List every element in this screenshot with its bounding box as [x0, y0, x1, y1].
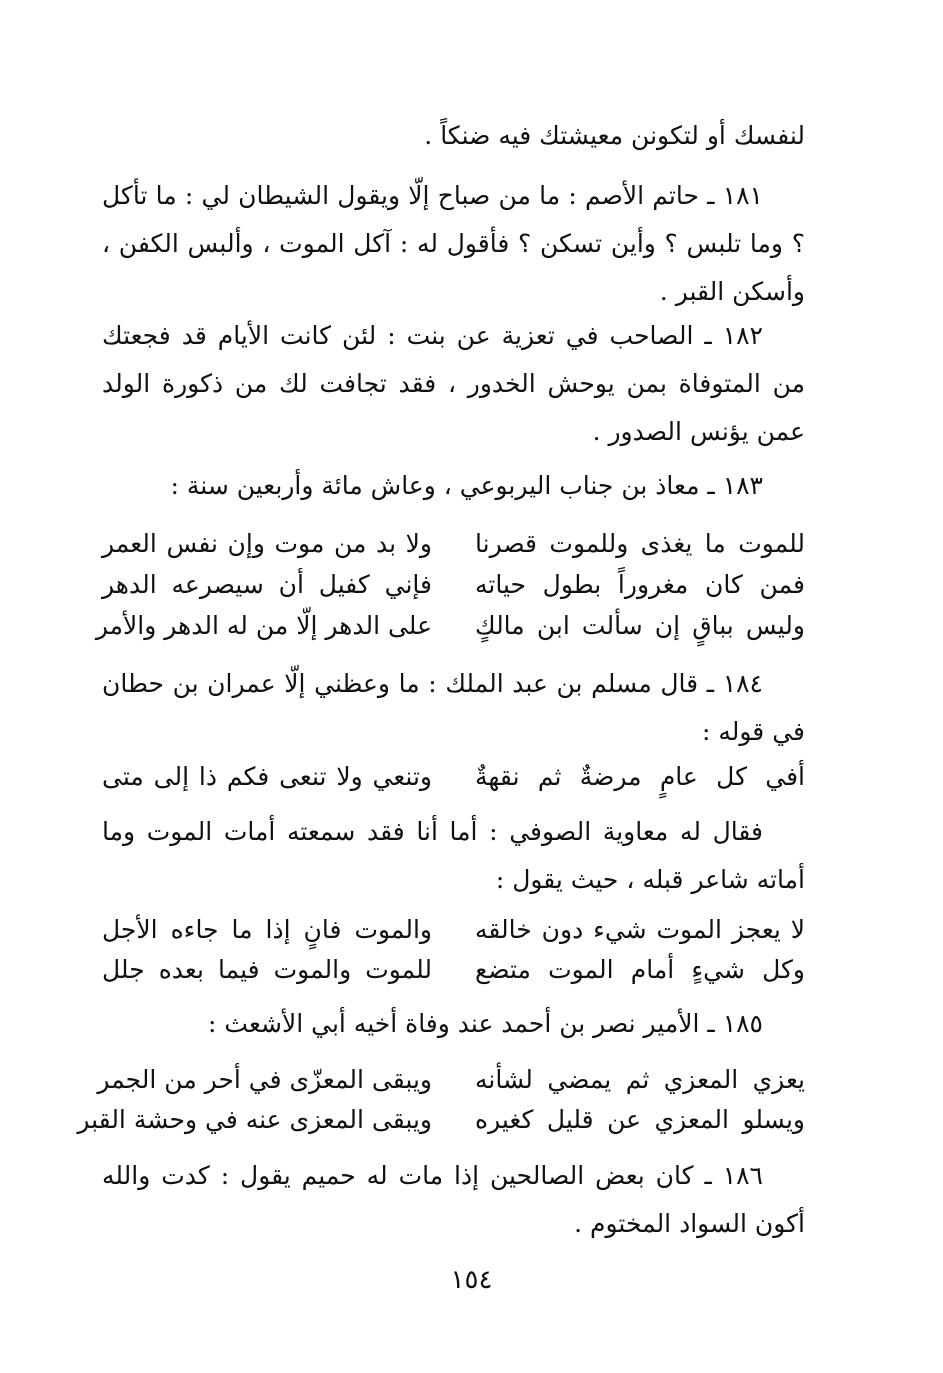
verse-183-2: [102, 563, 805, 607]
verse-184: [102, 755, 805, 799]
paragraph-181: ١٨١ ـ حاتم الأصم : ما من صباح إلّا ويقول الشيطان لي : ما تأكل ؟ وما تلبس ؟ وأين تسكن ؟ فأقول له : آكل الموت ، وألبس الكفن ، وأسكن القبر .: [102, 181, 805, 306]
verse-183-3: [95, 604, 805, 648]
verse-185-1: [97, 1058, 805, 1102]
verse-hemistich-second: على الدهر إلّا من له الدهر والأمر: [95, 611, 432, 640]
paragraph-182: ١٨٢ ـ الصاحب في تعزية عن بنت : لئن كانت الأيام قد فجعتك من المتوفاة بمن يوحش الخدور ، فقد تجافت لك من ذكورة الولد عمن يؤنس الصدور .: [102, 321, 805, 446]
verse-hemistich-first: ويسلو المعزي عن قليل كغيره: [475, 1105, 805, 1134]
verse-184-reply-2: [102, 948, 805, 992]
verse-hemistich-second: ويبقى المعزّى في أحر من الجمر: [97, 1065, 432, 1094]
paragraph-continuation: لنفسك أو لتكونن معيشتك فيه ضنكاً .: [424, 121, 805, 150]
paragraph-184-reply: فقال له معاوية الصوفي : أما أنا فقد سمعته أمات الموت وما أماته شاعر قبله ، حيث يقول :: [102, 817, 805, 894]
verse-hemistich-second: والموت فانٍ إذا ما جاءه الأجل: [102, 915, 432, 944]
verse-hemistich-second: فإني كفيل أن سيصرعه الدهر: [102, 570, 432, 599]
verse-hemistich-first: فمن كان مغروراً بطول حياته: [475, 570, 805, 599]
verse-hemistich-second: وتنعي ولا تنعى فكم ذا إلى متى: [102, 762, 432, 791]
verse-hemistich-first: وليس بباقٍ إن سألت ابن مالكٍ: [475, 611, 805, 640]
verse-hemistich-second: للموت والموت فيما بعده جلل: [102, 955, 432, 984]
paragraph-186: ١٨٦ ـ كان بعض الصالحين إذا مات له حميم يقول : كدت والله أكون السواد المختوم .: [102, 1161, 805, 1238]
verse-185-2: [77, 1098, 805, 1142]
verse-hemistich-first: لا يعجز الموت شيء دون خالقه: [475, 915, 805, 944]
verse-183-1: [102, 522, 805, 566]
paragraph-184: ١٨٤ ـ قال مسلم بن عبد الملك : ما وعظني إلّا عمران بن حطان في قوله :: [102, 669, 805, 746]
verse-hemistich-first: يعزي المعزي ثم يمضي لشأنه: [475, 1065, 805, 1094]
paragraph-185: ١٨٥ ـ الأمير نصر بن أحمد عند وفاة أخيه أبي الأشعث :: [208, 1009, 763, 1038]
verse-hemistich-second: ويبقى المعزى عنه في وحشة القبر: [77, 1105, 432, 1134]
verse-hemistich-second: ولا بد من موت وإن نفس العمر: [102, 529, 432, 558]
verse-hemistich-first: للموت ما يغذى وللموت قصرنا: [475, 529, 805, 558]
verse-hemistich-first: أفي كل عامٍ مرضةٌ ثم نقهةٌ: [475, 762, 805, 791]
page-number: ١٥٤: [450, 1265, 493, 1295]
verse-184-reply-1: [102, 908, 805, 952]
verse-hemistich-first: وكل شيءٍ أمام الموت متضع: [475, 955, 805, 984]
paragraph-183: ١٨٣ ـ معاذ بن جناب اليربوعي ، وعاش مائة وأربعين سنة :: [170, 471, 763, 500]
